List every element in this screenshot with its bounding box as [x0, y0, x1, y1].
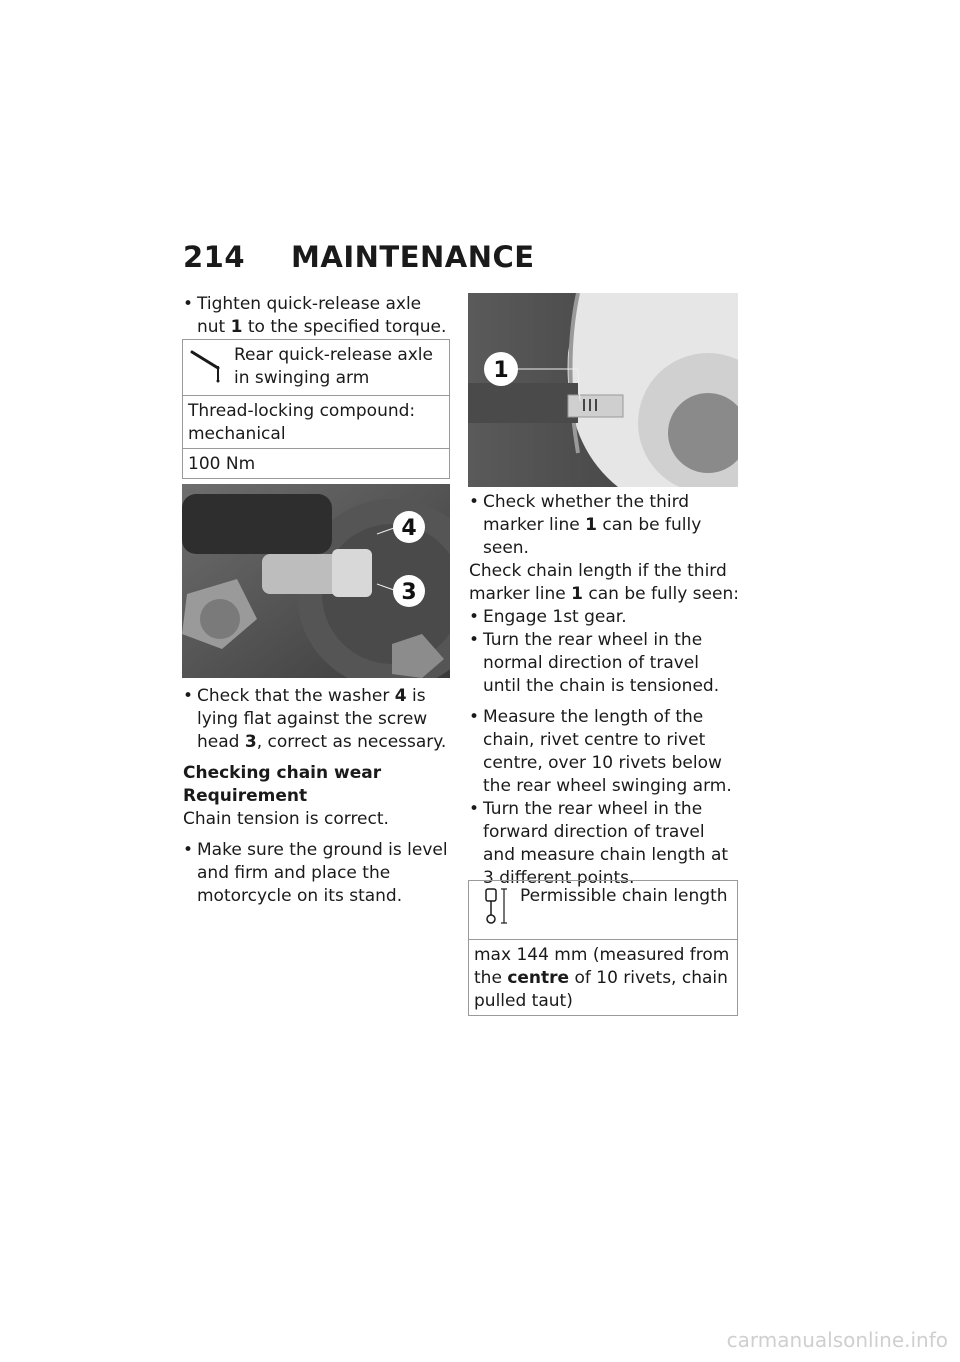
spec-emphasis: centre	[507, 968, 570, 988]
torque-spec-box	[182, 339, 450, 479]
spec-header-text: Permissible chain length	[520, 886, 728, 906]
spec-header	[183, 340, 449, 395]
photo-marker-line	[468, 293, 738, 487]
section-heading: Checking chain wear	[183, 763, 382, 783]
page-number: 214	[183, 240, 246, 274]
intro-text: Check chain length if the third marker line	[469, 561, 727, 604]
left-column-lower	[183, 685, 451, 908]
spec-text: of 10 rivets, chain pulled taut)	[474, 968, 728, 1011]
chain-gauge-icon	[474, 885, 520, 935]
requirement-heading: Requirement	[183, 786, 308, 806]
right-column	[469, 491, 741, 890]
spec-row-compound: Thread-locking compound: mechanical	[183, 395, 449, 448]
ref-number: 1	[585, 515, 597, 535]
step-ground-level: • Make sure the ground is level and firm and place the motorcycle on its stand.	[183, 839, 451, 908]
step-text: can be fully seen.	[483, 515, 702, 558]
step-engage-gear: • Engage 1st gear.	[469, 606, 741, 629]
label-1: 1	[493, 358, 509, 383]
step-measure-three-points: • Turn the rear wheel in the forward direction of travel and measure chain length at 3 different points.	[469, 798, 741, 890]
step-check-marker	[469, 491, 741, 560]
left-column	[183, 293, 451, 339]
watermark: carmanualsonline.info	[726, 1328, 948, 1352]
step-text: is lying flat against the screw head	[197, 686, 428, 752]
label-3: 3	[401, 580, 417, 605]
requirement-text: Chain tension is correct.	[183, 809, 389, 829]
spec-text: max 144 mm (measured from the	[474, 945, 730, 988]
step-text: Tighten quick-release axle nut	[197, 294, 422, 337]
ref-number: 1	[230, 317, 243, 337]
intro-text: can be fully seen:	[588, 584, 739, 604]
ref-number: 4	[394, 686, 407, 706]
spec-row-torque: 100 Nm	[183, 448, 449, 478]
step-tighten-axle-nut	[183, 293, 451, 339]
page-header	[183, 240, 535, 274]
step-text: to the specified torque.	[247, 317, 447, 337]
spec-header-text: Rear quick-release axle in swinging arm	[234, 345, 433, 388]
spec-row-max-length	[469, 939, 737, 1015]
ref-number: 3	[244, 732, 257, 752]
section-title: MAINTENANCE	[291, 240, 535, 274]
step-text: Check that the washer	[197, 686, 390, 706]
step-measure-chain: • Measure the length of the chain, rivet centre to rivet centre, over 10 rivets below the rear wheel swinging arm.	[469, 706, 741, 798]
step-text: Check whether the third marker line	[483, 492, 690, 535]
chain-length-intro	[469, 560, 741, 606]
wrench-icon	[188, 344, 234, 391]
chain-length-spec-box	[468, 880, 738, 1016]
ref-number: 1	[571, 584, 583, 604]
step-check-washer	[183, 685, 451, 754]
spec-header	[469, 881, 737, 939]
step-text: , correct as necessary.	[256, 732, 447, 752]
step-turn-wheel: • Turn the rear wheel in the normal direction of travel until the chain is tensioned.	[469, 629, 741, 698]
photo-washer-screw	[182, 484, 450, 678]
label-4: 4	[401, 516, 417, 541]
